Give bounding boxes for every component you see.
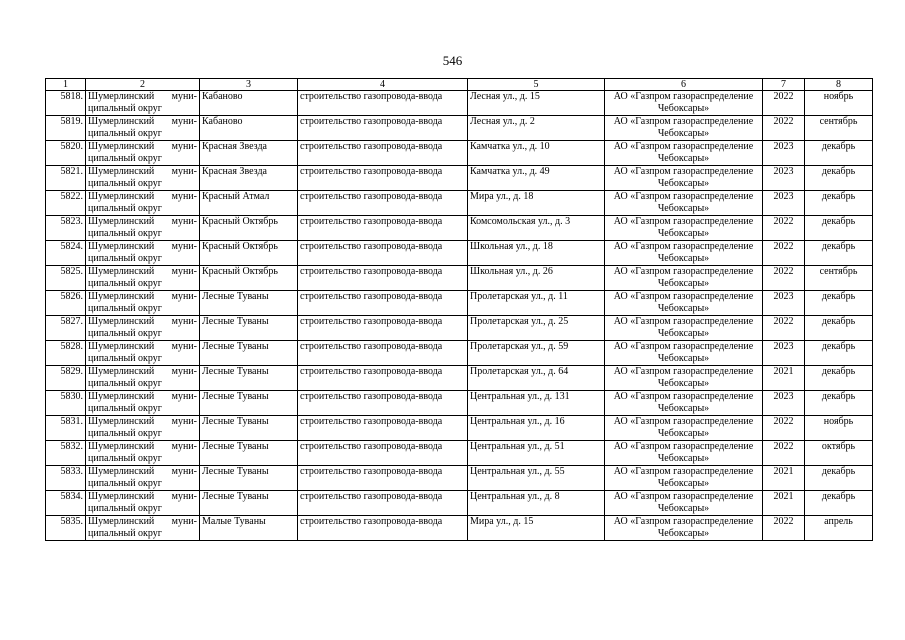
table-row xyxy=(46,266,873,291)
year-cell: 2022 xyxy=(763,441,805,466)
work-type-cell: строительство газопровода-ввода xyxy=(298,466,468,491)
operator-line-1: АО «Газпром газораспределение xyxy=(613,191,754,202)
settlement-cell: Красный Октябрь xyxy=(200,216,298,241)
district-cell xyxy=(86,491,200,516)
settlement-cell: Лесные Туваны xyxy=(200,391,298,416)
address-cell: Камчатка ул., д. 10 xyxy=(468,141,605,166)
district-line-1: Шумерлинский муни- xyxy=(88,516,197,527)
table-row xyxy=(46,191,873,216)
table-row xyxy=(46,516,873,541)
settlement-cell: Красная Звезда xyxy=(200,166,298,191)
column-number: 2 xyxy=(86,79,200,91)
work-type-cell: строительство газопровода-ввода xyxy=(298,416,468,441)
district-line-1: Шумерлинский муни- xyxy=(88,341,197,352)
operator-line-1: АО «Газпром газораспределение xyxy=(613,341,754,352)
work-type-cell: строительство газопровода-ввода xyxy=(298,266,468,291)
operator-cell xyxy=(605,391,763,416)
month-cell: декабрь xyxy=(805,241,873,266)
operator-cell xyxy=(605,316,763,341)
year-cell: 2021 xyxy=(763,491,805,516)
operator-cell xyxy=(605,491,763,516)
operator-line-1: АО «Газпром газораспределение xyxy=(613,466,754,477)
operator-cell xyxy=(605,416,763,441)
district-line-2: ципальный округ xyxy=(88,478,162,489)
operator-line-1: АО «Газпром газораспределение xyxy=(613,91,754,102)
district-cell xyxy=(86,391,200,416)
year-cell: 2022 xyxy=(763,316,805,341)
row-number: 5828. xyxy=(46,341,86,366)
work-type-cell: строительство газопровода-ввода xyxy=(298,291,468,316)
table-row xyxy=(46,366,873,391)
row-number: 5823. xyxy=(46,216,86,241)
operator-line-1: АО «Газпром газораспределение xyxy=(613,241,754,252)
address-cell: Пролетарская ул., д. 59 xyxy=(468,341,605,366)
settlement-cell: Лесные Туваны xyxy=(200,441,298,466)
district-line-1: Шумерлинский муни- xyxy=(88,366,197,377)
district-cell xyxy=(86,466,200,491)
row-number: 5818. xyxy=(46,91,86,116)
table-row xyxy=(46,141,873,166)
operator-line-1: АО «Газпром газораспределение xyxy=(613,291,754,302)
year-cell: 2022 xyxy=(763,416,805,441)
district-cell xyxy=(86,341,200,366)
operator-line-1: АО «Газпром газораспределение xyxy=(613,266,754,277)
operator-line-2: Чебоксары» xyxy=(657,253,710,264)
table-row xyxy=(46,316,873,341)
work-type-cell: строительство газопровода-ввода xyxy=(298,241,468,266)
district-line-1: Шумерлинский муни- xyxy=(88,116,197,127)
operator-line-2: Чебоксары» xyxy=(657,503,710,514)
district-line-2: ципальный округ xyxy=(88,378,162,389)
work-type-cell: строительство газопровода-ввода xyxy=(298,366,468,391)
month-cell: апрель xyxy=(805,516,873,541)
operator-cell xyxy=(605,466,763,491)
address-cell: Мира ул., д. 15 xyxy=(468,516,605,541)
district-line-2: ципальный округ xyxy=(88,178,162,189)
district-cell xyxy=(86,166,200,191)
month-cell: декабрь xyxy=(805,216,873,241)
year-cell: 2023 xyxy=(763,166,805,191)
work-type-cell: строительство газопровода-ввода xyxy=(298,491,468,516)
row-number: 5834. xyxy=(46,491,86,516)
month-cell: декабрь xyxy=(805,341,873,366)
table-row xyxy=(46,91,873,116)
district-line-2: ципальный округ xyxy=(88,328,162,339)
district-line-1: Шумерлинский муни- xyxy=(88,241,197,252)
month-cell: ноябрь xyxy=(805,416,873,441)
district-cell xyxy=(86,241,200,266)
operator-line-2: Чебоксары» xyxy=(657,153,710,164)
table-row xyxy=(46,341,873,366)
year-cell: 2023 xyxy=(763,391,805,416)
gasification-table xyxy=(45,78,873,541)
district-line-1: Шумерлинский муни- xyxy=(88,166,197,177)
operator-line-1: АО «Газпром газораспределение xyxy=(613,366,754,377)
operator-line-2: Чебоксары» xyxy=(657,228,710,239)
year-cell: 2023 xyxy=(763,141,805,166)
district-cell xyxy=(86,516,200,541)
settlement-cell: Кабаново xyxy=(200,91,298,116)
year-cell: 2022 xyxy=(763,516,805,541)
district-line-2: ципальный округ xyxy=(88,428,162,439)
district-line-2: ципальный округ xyxy=(88,128,162,139)
operator-cell xyxy=(605,91,763,116)
table-row xyxy=(46,491,873,516)
month-cell: сентябрь xyxy=(805,266,873,291)
operator-cell xyxy=(605,241,763,266)
row-number: 5830. xyxy=(46,391,86,416)
settlement-cell: Лесные Туваны xyxy=(200,341,298,366)
table-row xyxy=(46,116,873,141)
row-number: 5822. xyxy=(46,191,86,216)
district-cell xyxy=(86,416,200,441)
operator-cell xyxy=(605,291,763,316)
operator-line-2: Чебоксары» xyxy=(657,128,710,139)
month-cell: сентябрь xyxy=(805,116,873,141)
operator-cell xyxy=(605,516,763,541)
district-line-1: Шумерлинский муни- xyxy=(88,416,197,427)
district-line-2: ципальный округ xyxy=(88,503,162,514)
address-cell: Центральная ул., д. 55 xyxy=(468,466,605,491)
operator-line-2: Чебоксары» xyxy=(657,528,710,539)
district-line-2: ципальный округ xyxy=(88,303,162,314)
district-line-2: ципальный округ xyxy=(88,203,162,214)
row-number: 5827. xyxy=(46,316,86,341)
row-number: 5820. xyxy=(46,141,86,166)
address-cell: Центральная ул., д. 51 xyxy=(468,441,605,466)
column-number: 4 xyxy=(298,79,468,91)
column-number: 6 xyxy=(605,79,763,91)
table-row xyxy=(46,466,873,491)
address-cell: Пролетарская ул., д. 25 xyxy=(468,316,605,341)
operator-line-1: АО «Газпром газораспределение xyxy=(613,216,754,227)
column-number: 7 xyxy=(763,79,805,91)
work-type-cell: строительство газопровода-ввода xyxy=(298,91,468,116)
operator-line-2: Чебоксары» xyxy=(657,303,710,314)
address-cell: Лесная ул., д. 15 xyxy=(468,91,605,116)
work-type-cell: строительство газопровода-ввода xyxy=(298,441,468,466)
district-line-1: Шумерлинский муни- xyxy=(88,266,197,277)
operator-cell xyxy=(605,166,763,191)
operator-line-1: АО «Газпром газораспределение xyxy=(613,316,754,327)
district-line-1: Шумерлинский муни- xyxy=(88,216,197,227)
operator-cell xyxy=(605,216,763,241)
year-cell: 2022 xyxy=(763,116,805,141)
operator-cell xyxy=(605,141,763,166)
operator-cell xyxy=(605,366,763,391)
row-number: 5821. xyxy=(46,166,86,191)
table-body xyxy=(46,91,873,541)
year-cell: 2022 xyxy=(763,241,805,266)
district-line-1: Шумерлинский муни- xyxy=(88,491,197,502)
year-cell: 2022 xyxy=(763,266,805,291)
district-line-2: ципальный округ xyxy=(88,278,162,289)
operator-cell xyxy=(605,266,763,291)
district-line-2: ципальный округ xyxy=(88,528,162,539)
district-line-1: Шумерлинский муни- xyxy=(88,441,197,452)
year-cell: 2022 xyxy=(763,216,805,241)
address-cell: Лесная ул., д. 2 xyxy=(468,116,605,141)
column-number: 5 xyxy=(468,79,605,91)
settlement-cell: Красная Звезда xyxy=(200,141,298,166)
operator-cell xyxy=(605,341,763,366)
operator-line-2: Чебоксары» xyxy=(657,353,710,364)
month-cell: декабрь xyxy=(805,391,873,416)
district-cell xyxy=(86,316,200,341)
district-line-1: Шумерлинский муни- xyxy=(88,141,197,152)
column-number: 3 xyxy=(200,79,298,91)
table-row xyxy=(46,291,873,316)
month-cell: ноябрь xyxy=(805,91,873,116)
month-cell: декабрь xyxy=(805,166,873,191)
settlement-cell: Малые Туваны xyxy=(200,516,298,541)
operator-line-2: Чебоксары» xyxy=(657,178,710,189)
operator-cell xyxy=(605,441,763,466)
row-number: 5825. xyxy=(46,266,86,291)
address-cell: Мира ул., д. 18 xyxy=(468,191,605,216)
address-cell: Центральная ул., д. 131 xyxy=(468,391,605,416)
table-row xyxy=(46,391,873,416)
table-row xyxy=(46,241,873,266)
operator-line-1: АО «Газпром газораспределение xyxy=(613,491,754,502)
settlement-cell: Красный Октябрь xyxy=(200,241,298,266)
address-cell: Центральная ул., д. 8 xyxy=(468,491,605,516)
year-cell: 2021 xyxy=(763,466,805,491)
work-type-cell: строительство газопровода-ввода xyxy=(298,216,468,241)
year-cell: 2023 xyxy=(763,341,805,366)
district-line-2: ципальный округ xyxy=(88,228,162,239)
district-cell xyxy=(86,191,200,216)
table-row xyxy=(46,216,873,241)
district-line-2: ципальный округ xyxy=(88,453,162,464)
district-line-1: Шумерлинский муни- xyxy=(88,291,197,302)
operator-line-2: Чебоксары» xyxy=(657,478,710,489)
year-cell: 2023 xyxy=(763,291,805,316)
month-cell: декабрь xyxy=(805,316,873,341)
district-line-1: Шумерлинский муни- xyxy=(88,391,197,402)
column-number: 1 xyxy=(46,79,86,91)
settlement-cell: Кабаново xyxy=(200,116,298,141)
row-number: 5824. xyxy=(46,241,86,266)
district-cell xyxy=(86,141,200,166)
month-cell: октябрь xyxy=(805,441,873,466)
month-cell: декабрь xyxy=(805,491,873,516)
table-row xyxy=(46,166,873,191)
table-row xyxy=(46,416,873,441)
page-number: 546 xyxy=(442,53,463,68)
district-line-2: ципальный округ xyxy=(88,153,162,164)
district-cell xyxy=(86,91,200,116)
row-number: 5835. xyxy=(46,516,86,541)
month-cell: декабрь xyxy=(805,191,873,216)
work-type-cell: строительство газопровода-ввода xyxy=(298,116,468,141)
operator-line-2: Чебоксары» xyxy=(657,378,710,389)
district-line-2: ципальный округ xyxy=(88,353,162,364)
operator-line-1: АО «Газпром газораспределение xyxy=(613,516,754,527)
table-row xyxy=(46,441,873,466)
operator-line-1: АО «Газпром газораспределение xyxy=(613,166,754,177)
year-cell: 2021 xyxy=(763,366,805,391)
operator-line-2: Чебоксары» xyxy=(657,403,710,414)
work-type-cell: строительство газопровода-ввода xyxy=(298,341,468,366)
district-cell xyxy=(86,266,200,291)
address-cell: Школьная ул., д. 26 xyxy=(468,266,605,291)
address-cell: Центральная ул., д. 16 xyxy=(468,416,605,441)
operator-line-1: АО «Газпром газораспределение xyxy=(613,416,754,427)
work-type-cell: строительство газопровода-ввода xyxy=(298,316,468,341)
settlement-cell: Лесные Туваны xyxy=(200,291,298,316)
settlement-cell: Красный Атмал xyxy=(200,191,298,216)
column-numbers-row xyxy=(46,79,873,91)
district-line-2: ципальный округ xyxy=(88,253,162,264)
district-line-2: ципальный округ xyxy=(88,403,162,414)
address-cell: Пролетарская ул., д. 11 xyxy=(468,291,605,316)
district-cell xyxy=(86,216,200,241)
operator-line-1: АО «Газпром газораспределение xyxy=(613,391,754,402)
settlement-cell: Лесные Туваны xyxy=(200,491,298,516)
work-type-cell: строительство газопровода-ввода xyxy=(298,191,468,216)
settlement-cell: Лесные Туваны xyxy=(200,316,298,341)
district-line-1: Шумерлинский муни- xyxy=(88,466,197,477)
settlement-cell: Красный Октябрь xyxy=(200,266,298,291)
address-cell: Комсомольская ул., д. 3 xyxy=(468,216,605,241)
operator-line-2: Чебоксары» xyxy=(657,453,710,464)
month-cell: декабрь xyxy=(805,141,873,166)
month-cell: декабрь xyxy=(805,466,873,491)
row-number: 5826. xyxy=(46,291,86,316)
operator-line-1: АО «Газпром газораспределение xyxy=(613,116,754,127)
operator-line-2: Чебоксары» xyxy=(657,203,710,214)
operator-line-2: Чебоксары» xyxy=(657,278,710,289)
settlement-cell: Лесные Туваны xyxy=(200,366,298,391)
row-number: 5832. xyxy=(46,441,86,466)
row-number: 5829. xyxy=(46,366,86,391)
work-type-cell: строительство газопровода-ввода xyxy=(298,141,468,166)
column-number: 8 xyxy=(805,79,873,91)
district-line-2: ципальный округ xyxy=(88,103,162,114)
district-line-1: Шумерлинский муни- xyxy=(88,191,197,202)
address-cell: Пролетарская ул., д. 64 xyxy=(468,366,605,391)
settlement-cell: Лесные Туваны xyxy=(200,466,298,491)
operator-line-2: Чебоксары» xyxy=(657,428,710,439)
row-number: 5831. xyxy=(46,416,86,441)
district-line-1: Шумерлинский муни- xyxy=(88,316,197,327)
work-type-cell: строительство газопровода-ввода xyxy=(298,516,468,541)
row-number: 5819. xyxy=(46,116,86,141)
operator-cell xyxy=(605,191,763,216)
year-cell: 2022 xyxy=(763,91,805,116)
address-cell: Камчатка ул., д. 49 xyxy=(468,166,605,191)
month-cell: декабрь xyxy=(805,291,873,316)
month-cell: декабрь xyxy=(805,366,873,391)
operator-line-2: Чебоксары» xyxy=(657,103,710,114)
row-number: 5833. xyxy=(46,466,86,491)
district-cell xyxy=(86,291,200,316)
district-cell xyxy=(86,366,200,391)
settlement-cell: Лесные Туваны xyxy=(200,416,298,441)
operator-line-1: АО «Газпром газораспределение xyxy=(613,141,754,152)
operator-line-1: АО «Газпром газораспределение xyxy=(613,441,754,452)
district-cell xyxy=(86,441,200,466)
work-type-cell: строительство газопровода-ввода xyxy=(298,166,468,191)
district-line-1: Шумерлинский муни- xyxy=(88,91,197,102)
address-cell: Школьная ул., д. 18 xyxy=(468,241,605,266)
operator-cell xyxy=(605,116,763,141)
district-cell xyxy=(86,116,200,141)
operator-line-2: Чебоксары» xyxy=(657,328,710,339)
work-type-cell: строительство газопровода-ввода xyxy=(298,391,468,416)
year-cell: 2023 xyxy=(763,191,805,216)
